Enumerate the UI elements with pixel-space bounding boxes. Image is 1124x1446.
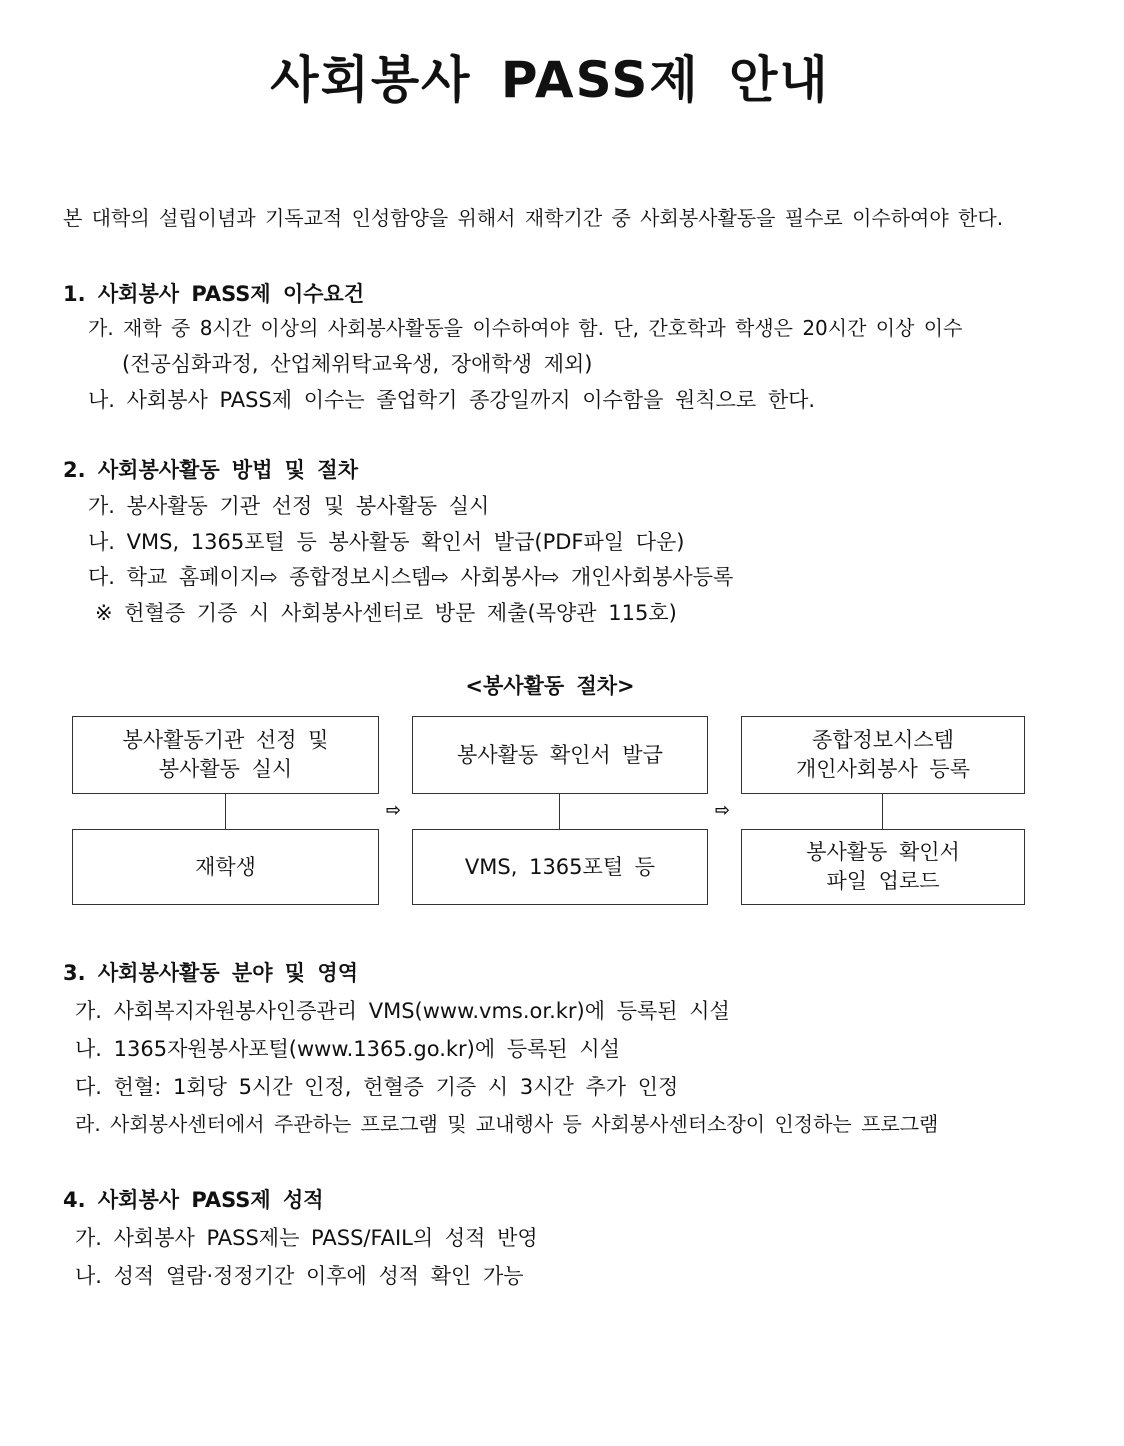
section4-item-ga: 가. 사회봉사 PASS제는 PASS/FAIL의 성적 반영: [75, 1226, 538, 1250]
step3-top-box: [741, 716, 1025, 794]
step3-connector: [882, 794, 883, 829]
step2-top-box: [412, 716, 708, 794]
step3-bottom-line1: 봉사활동 확인서: [806, 840, 960, 864]
step1-top-line2: 봉사활동 실시: [158, 757, 293, 781]
procedure-title: <봉사활동 절차>: [465, 674, 635, 698]
intro-text: 본 대학의 설립이념과 기독교적 인성함양을 위해서 재학기간 중 사회봉사활동을 필수로 이수하여야 한다.: [63, 206, 1004, 230]
step1-bottom-box: [72, 829, 379, 905]
step1-connector: [225, 794, 226, 829]
section1-heading: 1. 사회봉사 PASS제 이수요건: [63, 282, 365, 306]
section3-item-ga: 가. 사회복지자원봉사인증관리 VMS(www.vms.or.kr)에 등록된 시설: [75, 999, 730, 1023]
step1-bottom-text: 재학생: [195, 854, 256, 879]
section1-item-na: 나. 사회봉사 PASS제 이수는 졸업학기 종강일까지 이수함을 원칙으로 한다.: [88, 388, 816, 412]
step3-top-line1: 종합정보시스템: [811, 728, 954, 752]
step2-top-text: 봉사활동 확인서 발급: [457, 742, 663, 767]
arrow-right-icon: ⇨: [386, 800, 402, 821]
step1-top-line1: 봉사활동기관 선정 및: [122, 728, 329, 752]
section1-item-ga-cont: (전공심화과정, 산업체위탁교육생, 장애학생 제외): [122, 352, 593, 376]
step3-top-line2: 개인사회봉사 등록: [796, 757, 970, 781]
section4-item-na: 나. 성적 열람·정정기간 이후에 성적 확인 가능: [75, 1264, 524, 1288]
section3-item-ra: 라. 사회봉사센터에서 주관하는 프로그램 및 교내행사 등 사회봉사센터소장이 인정하는 프로그램: [75, 1112, 939, 1136]
step1-top-box: [72, 716, 379, 794]
step2-bottom-box: [412, 829, 708, 905]
step2-connector: [559, 794, 560, 829]
step3-bottom-box: [741, 829, 1025, 905]
section2-note: ※ 헌혈증 기증 시 사회봉사센터로 방문 제출(목양관 115호): [95, 601, 677, 625]
section2-item-na: 나. VMS, 1365포털 등 봉사활동 확인서 발급(PDF파일 다운): [88, 530, 685, 554]
section2-item-da: 다. 학교 홈페이지⇨ 종합정보시스템⇨ 사회봉사⇨ 개인사회봉사등록: [88, 565, 734, 589]
page-title: 사회봉사 PASS제 안내: [270, 51, 830, 109]
section2-item-ga: 가. 봉사활동 기관 선정 및 봉사활동 실시: [88, 494, 490, 518]
section2-heading: 2. 사회봉사활동 방법 및 절차: [63, 458, 358, 482]
step2-bottom-text: VMS, 1365포털 등: [464, 854, 656, 879]
section3-item-da: 다. 헌혈: 1회당 5시간 인정, 헌혈증 기증 시 3시간 추가 인정: [75, 1075, 679, 1099]
section3-item-na: 나. 1365자원봉사포털(www.1365.go.kr)에 등록된 시설: [75, 1037, 620, 1061]
step3-bottom-line2: 파일 업로드: [826, 869, 940, 893]
section3-heading: 3. 사회봉사활동 분야 및 영역: [63, 961, 358, 985]
arrow-right-icon: ⇨: [715, 800, 731, 821]
section1-item-ga: 가. 재학 중 8시간 이상의 사회봉사활동을 이수하여야 함. 단, 간호학과 학생은 20시간 이상 이수: [88, 316, 963, 340]
section4-heading: 4. 사회봉사 PASS제 성적: [63, 1188, 324, 1212]
